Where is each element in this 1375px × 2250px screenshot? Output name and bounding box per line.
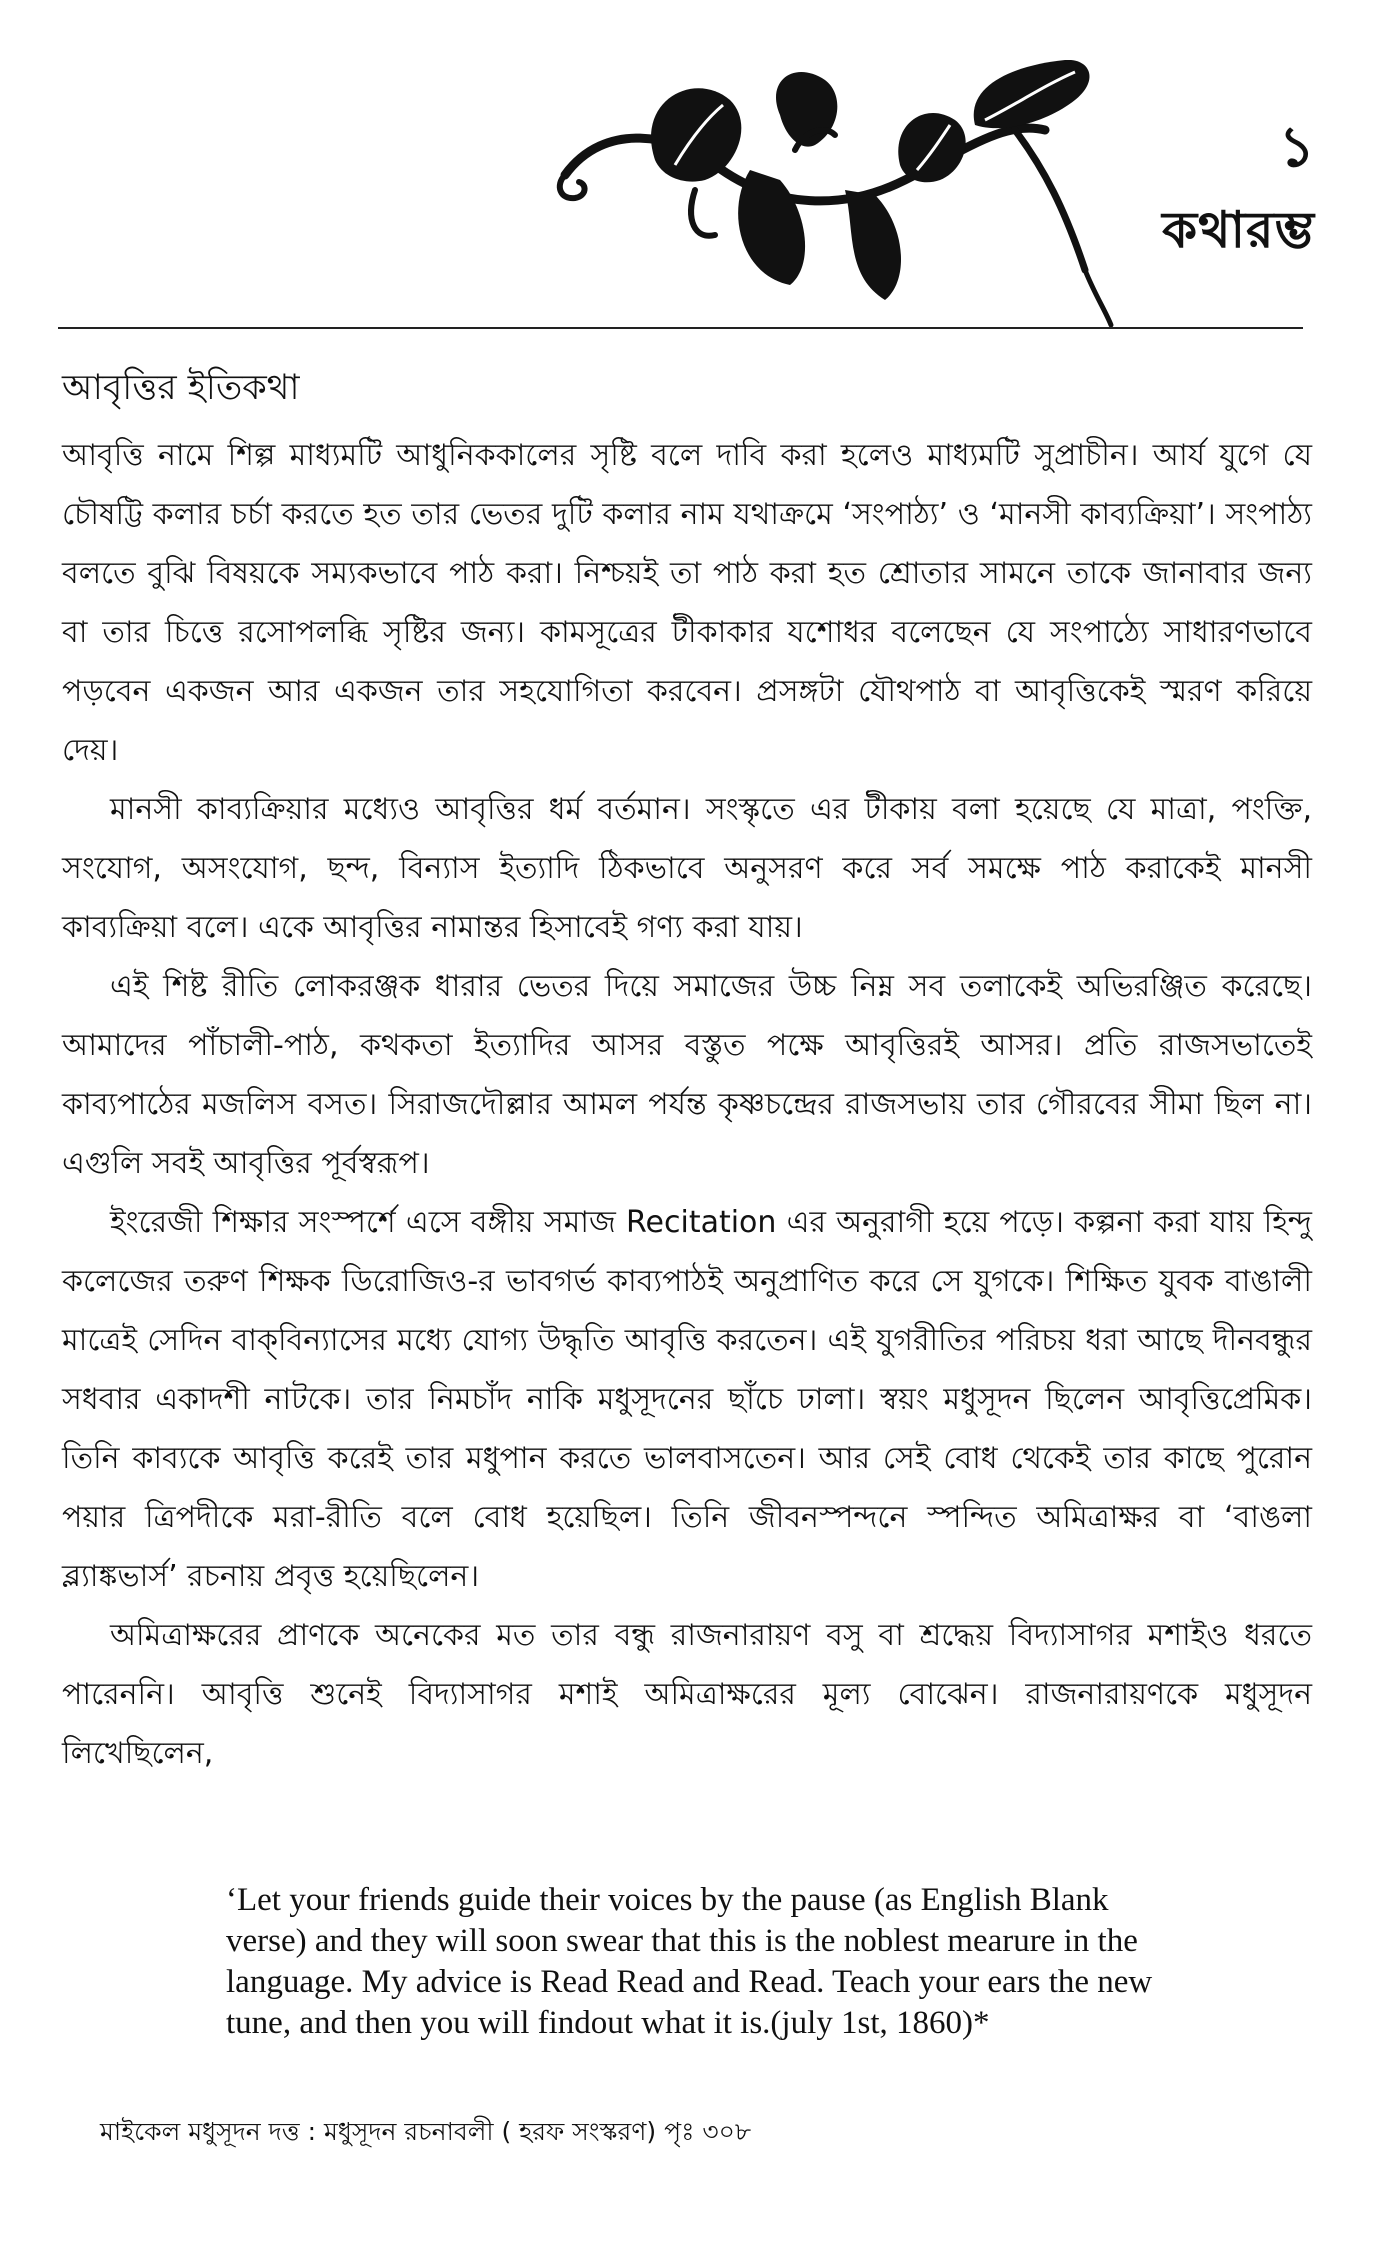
paragraph: আবৃত্তি নামে শিল্প মাধ্যমটি আধুনিককালের সৃষ্টি বলে দাবি করা হলেও মাধ্যমটি সুপ্রাচীন। আর্য যুগে যে চৌষট্টি কলার চর্চা করতে হত তার ভেতর দুটি কলার নাম যথাক্রমে ‘সংপাঠ্য’ ও ‘মানসী কাব্যক্রিয়া’। সংপাঠ্য বলতে বুঝি বিষয়কে সম্যকভাবে পাঠ করা। নিশ্চয়ই তা পাঠ করা হত শ্রোতার সামনে তাকে জানাবার জন্য বা তার চিত্তে রসোপলব্ধি সৃষ্টির জন্য। কামসূত্রের টীকাকার যশোধর বলেছেন যে সংপাঠ্যে সাধারণভাবে পড়বেন একজন আর একজন তার সহযোগিতা করবেন। প্রসঙ্গটা যৌথপাঠ বা আবৃত্তিকেই স্মরণ করিয়ে দেয়। (62, 438, 1312, 768)
block-quote: ‘Let your friends guide their voices by the pause (as English Blank verse) and they will soon swear that this is the noblest mearure in the language. My advice is Read Read and Read. Teach your ears the new tune, and then you will findout what it is.(july 1st, 1860)* (226, 1882, 1153, 2041)
floral-ornament-icon (545, 60, 1115, 340)
paragraph: ইংরেজী শিক্ষার সংস্পর্শে এসে বঙ্গীয় সমাজ Recitation এর অনুরাগী হয়ে পড়ে। কল্পনা করা যায় হিন্দু কলেজের তরুণ শিক্ষক ডিরোজিও-র ভাবগর্ভ কাব্যপাঠই অনুপ্রাণিত করে সে যুগকে। শিক্ষিত যুবক বাঙালী মাত্রেই সেদিন বাক্‌বিন্যাসের মধ্যে যোগ্য উদ্ধৃতি আবৃত্তি করতেন। এই যুগরীতির পরিচয় ধরা আছে দীনবন্ধুর সধবার একাদশী নাটকে। তার নিমচাঁদ নাকি মধুসূদনের ছাঁচে ঢালা। স্বয়ং মধুসূদন ছিলেন আবৃত্তিপ্রেমিক। তিনি কাব্যকে আবৃত্তি করেই তার মধুপান করতে ভালবাসতেন। আর সেই বোধ থেকেই তার কাছে পুরোন পয়ার ত্রিপদীকে মরা-রীতি বলে বোধ হয়েছিল। তিনি জীবনস্পন্দনে স্পন্দিত অমিত্রাক্ষর বা ‘বাঙলা ব্ল্যাঙ্কভার্স’ রচনায় প্রবৃত্ত হয়েছিলেন। (62, 1205, 1312, 1594)
chapter-title: কথারম্ভ (1162, 201, 1315, 259)
section-body (62, 360, 1312, 1783)
header-divider (58, 327, 1303, 329)
chapter-header (0, 0, 1375, 340)
page-number: ১ (1278, 115, 1315, 180)
footnote: মাইকেল মধুসূদন দত্ত : মধুসূদন রচনাবলী ( হরফ সংস্করণ) পৃঃ ৩০৮ (100, 2117, 752, 2146)
section-heading: আবৃত্তির ইতিকথা (62, 368, 300, 408)
paragraph: মানসী কাব্যক্রিয়ার মধ্যেও আবৃত্তির ধর্ম বর্তমান। সংস্কৃতে এর টীকায় বলা হয়েছে যে মাত্রা, পংক্তি, সংযোগ, অসংযোগ, ছন্দ, বিন্যাস ইত্যাদি ঠিকভাবে অনুসরণ করে সর্ব সমক্ষে পাঠ করাকেই মানসী কাব্যক্রিয়া বলে। একে আবৃত্তির নামান্তর হিসাবেই গণ্য করা যায়। (62, 792, 1312, 945)
paragraph: অমিত্রাক্ষরের প্রাণকে অনেকের মত তার বন্ধু রাজনারায়ণ বসু বা শ্রদ্ধেয় বিদ্যাসাগর মশাইও ধরতে পারেননি। আবৃত্তি শুনেই বিদ্যাসাগর মশাই অমিত্রাক্ষরের মূল্য বোঝেন। রাজনারায়ণকে মধুসূদন লিখেছিলেন, (62, 1618, 1312, 1771)
paragraph: এই শিষ্ট রীতি লোকরঞ্জক ধারার ভেতর দিয়ে সমাজের উচ্চ নিম্ন সব তলাকেই অভিরঞ্জিত করেছে। আমাদের পাঁচালী-পাঠ, কথকতা ইত্যাদির আসর বস্তুত পক্ষে আবৃত্তিরই আসর। প্রতি রাজসভাতেই কাব্যপাঠের মজলিস বসত। সিরাজদৌল্লার আমল পর্যন্ত কৃষ্ণচন্দ্রের রাজসভায় তার গৌরবের সীমা ছিল না। এগুলি সবই আবৃত্তির পূর্বস্বরূপ। (62, 969, 1312, 1181)
